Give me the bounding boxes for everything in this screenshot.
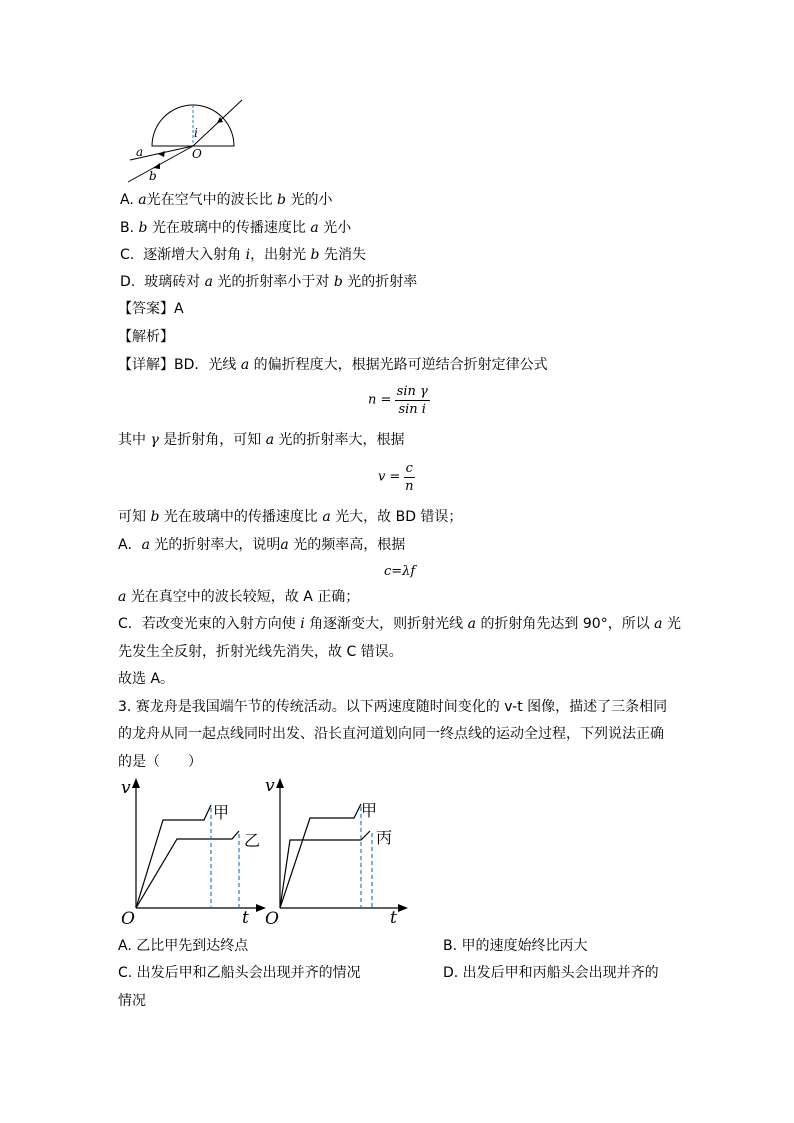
detail-p7: 先发生全反射，折射光线先消失，故 C 错误。 [118,644,403,660]
q2-option-b: B. b 光在玻璃中的传播速度比 a 光小 [120,220,352,236]
graph1-label-yi: 乙 [244,831,261,850]
graph1-v-label: v [121,778,131,798]
graph1-t-label: t [242,908,249,928]
formula-speed: v = $\frac{c}{n}$ [378,461,414,494]
analysis-tag: 【解析】 [118,329,174,345]
q3-option-d: D. 出发后甲和丙船头会出现并齐的 [443,965,659,981]
detail-p3: 可知 b 光在玻璃中的传播速度比 a 光大，故 BD 错误； [118,509,463,525]
prism-label-i: i [194,126,198,140]
graph2-label-bing: 丙 [376,828,393,847]
q2-option-d: D. 玻璃砖对 a 光的折射率小于对 b 光的折射率 [120,274,418,290]
graph2-label-jia: 甲 [361,801,378,820]
line-jia [280,804,361,908]
graph2-o-label: O [265,909,279,929]
detail-p4: A．a 光的折射率大，说明a 光的频率高，根据 [118,537,406,553]
graph2-v-label: v [265,776,275,796]
v-axis-arrow [276,778,284,788]
detail-p5: a 光在真空中的波长较短，故 A 正确； [118,589,360,605]
q3-option-c: C. 出发后甲和乙船头会出现并齐的情况 [118,965,361,981]
detail-p2: 其中 γ 是折射角，可知 a 光的折射率大，根据 [118,432,405,448]
answer-value: A [174,301,184,317]
formula-wave: c=λf [384,564,416,579]
refraction-diagram [120,92,250,184]
v-axis-arrow [132,778,140,788]
q3-stem-line1: 3. 赛龙舟是我国端午节的传统活动。以下两速度随时间变化的 v-t 图像，描述了三条相同 [118,699,668,715]
detail-p8: 故选 A。 [118,671,175,687]
formula-snell: n = $\frac{\text{sin γ}}{\text{sin i}}$ [368,384,428,417]
prism-label-b: b [149,169,157,183]
q2-option-c: C. 逐渐增大入射角 i，出射光 b 先消失 [120,247,366,263]
prism-label-a: a [136,145,144,159]
answer-tag: 【答案】 [118,301,174,317]
graph1-o-label: O [121,909,135,929]
q3-stem-line2: 的龙舟从同一起点线同时出发、沿长直河道划向同一终点线的运动全过程，下列说法正确 [118,726,664,742]
vt-graph-jia-yi [112,774,272,930]
q3-option-d-continued: 情况 [118,993,146,1009]
line-bing [280,831,370,908]
graph2-t-label: t [390,908,397,928]
q2-option-a: A. a光在空气中的波长比 b 光的小 [120,192,333,208]
prism-label-o: O [192,147,202,161]
vt-graph-jia-bing [256,770,416,930]
answer-line [118,299,184,319]
q3-option-b: B. 甲的速度始终比丙大 [443,938,588,954]
line-yi [136,831,239,908]
graph1-label-jia: 甲 [213,803,230,822]
detail-p1: 【详解】BD．光线 a 的偏折程度大，根据光路可逆结合折射定律公式 [118,357,548,373]
t-axis-arrow [398,904,408,912]
detail-p6: C．若改变光束的入射方向使 i 角逐渐变大，则折射光线 a 的折射角先达到 90°，所以 a 光 [118,616,681,632]
q3-stem-line3: 的是（ ） [118,754,202,770]
line-jia [136,805,211,908]
q3-option-a: A. 乙比甲先到达终点 [118,938,249,954]
